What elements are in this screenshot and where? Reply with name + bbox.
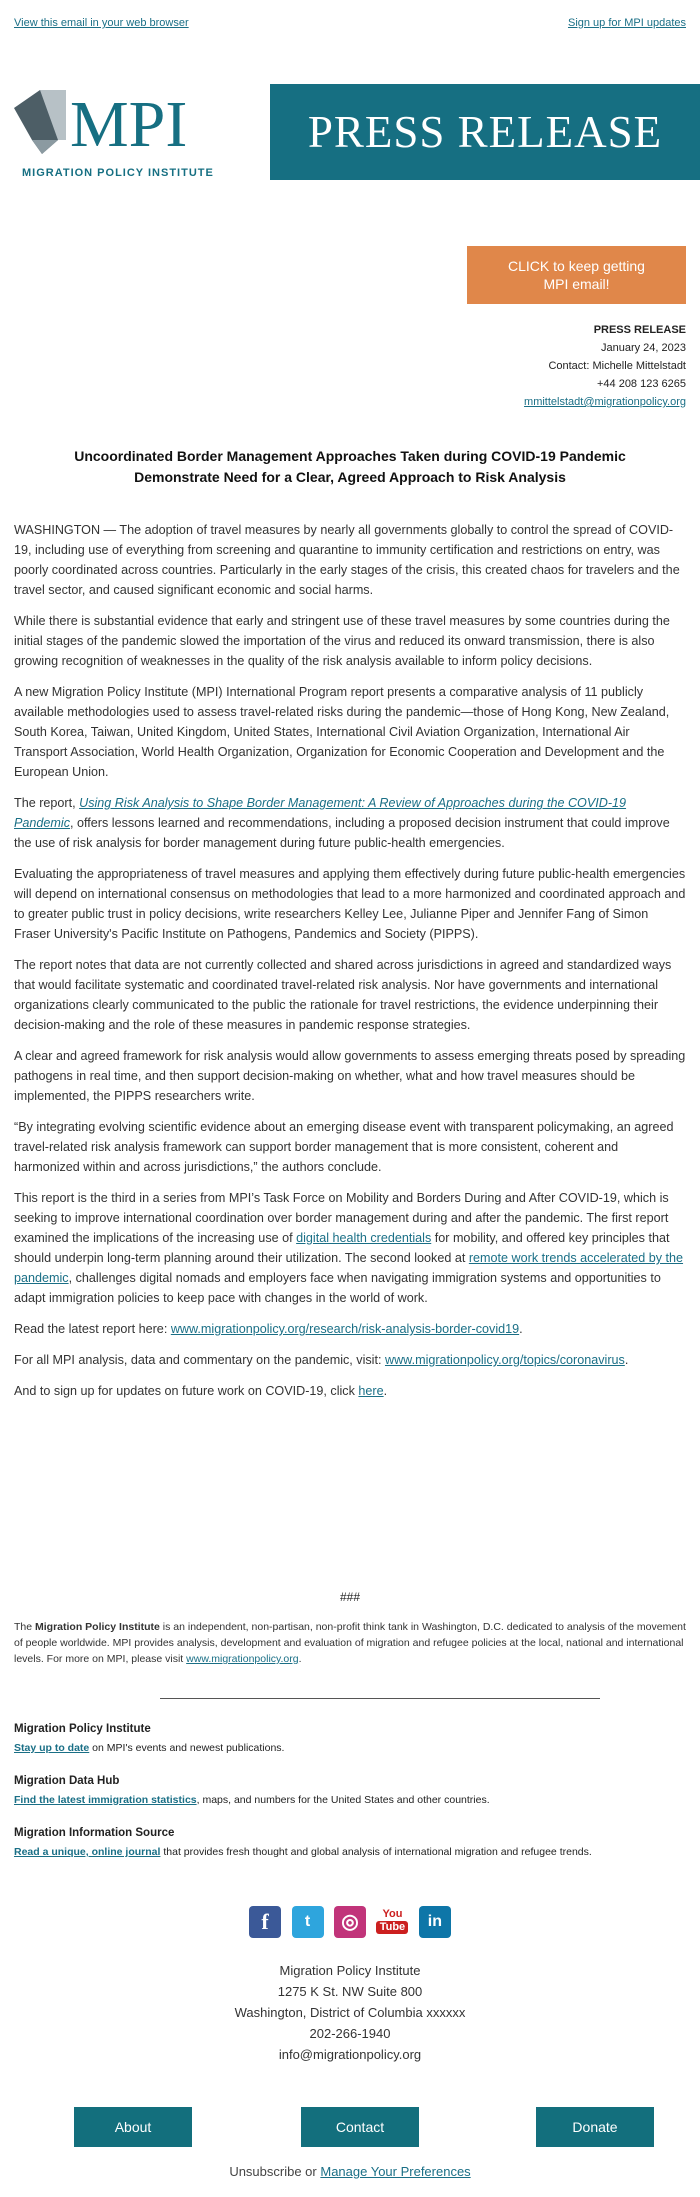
- release-date: January 24, 2023: [600, 342, 686, 354]
- footer-buttons: [0, 2107, 700, 2147]
- report-url-link[interactable]: www.migrationpolicy.org/research/risk-analysis-border-covid19: [170, 1322, 520, 1336]
- paragraph: [14, 1381, 686, 1401]
- linkedin-icon[interactable]: in: [419, 1906, 451, 1938]
- online-journal-link[interactable]: Read a unique, online journal: [14, 1846, 161, 1858]
- logo-text: MPI: [70, 88, 188, 161]
- paragraph: [14, 793, 686, 853]
- address-name: Migration Policy Institute: [279, 1963, 421, 1978]
- coronavirus-topic-link[interactable]: www.migrationpolicy.org/topics/coronavirus: [384, 1353, 625, 1367]
- paragraph: The report notes that data are not currently collected and shared across jurisdictions in agreed and standardized ways that would facilitate systematic and coordinated travel-related risk analysis. Nor have governments and international organizations clearly communicated to the public the rationale for travel restrictions, the evidence underpinning their decision-making and the role of these measures in pandemic response strategies.: [14, 958, 672, 1032]
- text: The report,: [14, 796, 80, 810]
- text: For all MPI analysis, data and commentary on the pandemic, visit:: [14, 1353, 385, 1367]
- report-title-link[interactable]: Using Risk Analysis to Shape Border Management: A Review of Approaches during the COVID-19 Pandemic: [14, 796, 627, 830]
- article-body: [14, 520, 686, 1412]
- signup-here-link[interactable]: here: [358, 1384, 384, 1398]
- facebook-icon[interactable]: f: [249, 1906, 281, 1938]
- paragraph: While there is substantial evidence that early and stringent use of these travel measures by some countries during the initial stages of the pandemic slowed the importation of the virus and reduced its onward transmission, there is also growing recognition of weaknesses in the quality of the risk analysis available to inform policy decisions.: [14, 614, 670, 668]
- about-mpi: [14, 1619, 686, 1667]
- text: , maps, and numbers for the United States and other countries.: [196, 1794, 490, 1806]
- org-name: Migration Policy Institute: [35, 1621, 160, 1633]
- address-city: Washington, District of Columbia xxxxxx: [234, 2005, 466, 2020]
- resource-block: [14, 1774, 686, 1808]
- paragraph: A new Migration Policy Institute (MPI) International Program report presents a comparative analysis of 11 publicly available methodologies used to assess travel-related risks during the pandemic—those of Hong Kong, New Zealand, South Korea, Taiwan, United Kingdom, United States, International Civil Aviation Organization, International Air Transport Association, World Health Organization, Organization for Economic Cooperation and Development and the European Union.: [14, 685, 670, 779]
- address-phone: 202-266-1940: [309, 2026, 391, 2041]
- resource-block: [14, 1722, 686, 1756]
- text: for mobility, and offered key principles that should underpin long-term planning around their utilization. The second looked at: [14, 1231, 670, 1265]
- resource-title: Migration Data Hub: [14, 1775, 120, 1787]
- text: on MPI's events and newest publications.: [89, 1742, 285, 1754]
- logo-subtitle: MIGRATION POLICY INSTITUTE: [22, 167, 214, 179]
- remote-work-link[interactable]: remote work trends accelerated by the pandemic: [14, 1251, 684, 1285]
- manage-preferences-link[interactable]: Manage Your Preferences: [320, 2164, 471, 2179]
- contact-phone: +44 208 123 6265: [596, 378, 686, 390]
- twitter-icon[interactable]: t: [292, 1906, 324, 1938]
- paragraph: “By integrating evolving scientific evidence about an emerging disease event with transparent policymaking, an agreed travel-related risk analysis framework can support border management that is more consistent, coherent and harmonized within and across jurisdictions,” the authors conclude.: [14, 1120, 674, 1174]
- digital-health-credentials-link[interactable]: digital health credentials: [296, 1231, 432, 1245]
- contact-email-link[interactable]: mmittelstadt@migrationpolicy.org: [524, 396, 686, 408]
- text: , offers lessons learned and recommendations, including a proposed decision instrument that could improve the use of risk analysis for border management during future public-health emergencies.: [14, 816, 670, 850]
- donate-button[interactable]: Donate: [536, 2107, 654, 2147]
- text: And to sign up for updates on future work on COVID-19, click: [14, 1384, 359, 1398]
- mpi-logo-mark-icon: [12, 84, 268, 182]
- resource-block: [14, 1826, 686, 1860]
- paragraph: [14, 1188, 686, 1308]
- text: .: [383, 1384, 388, 1398]
- text: , challenges digital nomads and employers face when navigating immigration systems and opportunities to adapt immigration policies to keep pace with changes in the world of work.: [14, 1271, 661, 1305]
- text: Read the latest report here:: [14, 1322, 171, 1336]
- text: .: [519, 1322, 523, 1336]
- text: This report is the third in a series from MPI’s Task Force on Mobility and Borders During and After COVID-19, which is seeking to improve international coordination over border management during and after the pandemic. The first report examined the implications of the increasing use of: [14, 1191, 669, 1245]
- text: Unsubscribe or: [229, 2164, 321, 2179]
- text: that provides fresh thought and global analysis of international migration and refugee trends.: [160, 1846, 592, 1858]
- unsubscribe: [0, 2164, 700, 2180]
- view-in-browser-link[interactable]: View this email in your web browser: [14, 17, 189, 29]
- resource-title: Migration Policy Institute: [14, 1723, 151, 1735]
- instagram-icon[interactable]: ◎: [334, 1906, 366, 1938]
- youtube-icon[interactable]: [376, 1906, 408, 1938]
- address-email: info@migrationpolicy.org: [278, 2047, 422, 2062]
- end-marker: ###: [339, 1590, 361, 1604]
- paragraph: [14, 1319, 686, 1339]
- divider: [160, 1698, 600, 1699]
- paragraph: Evaluating the appropriateness of travel measures and applying them effectively during future public-health emergencies will depend on international consensus on methodologies that lead to a more harmonized and coordinated approach and to greater public trust in policy decisions, write researchers Kelley Lee, Julianne Piper and Jennifer Fang of Simon Fraser University's Pacific Institute on Pathogens, Pandemics and Society (PIPPS).: [14, 867, 686, 941]
- mailing-address: [0, 1960, 700, 2065]
- header-banner: [12, 84, 700, 182]
- youtube-bottom: Tube: [376, 1921, 408, 1934]
- text: The: [14, 1621, 36, 1633]
- paragraph: [14, 1350, 686, 1370]
- resource-title: Migration Information Source: [14, 1827, 175, 1839]
- text: .: [298, 1653, 302, 1665]
- press-contact: [386, 321, 686, 411]
- address-street: 1275 K St. NW Suite 800: [277, 1984, 423, 1999]
- press-release-title: PRESS RELEASE: [270, 84, 700, 180]
- paragraph: A clear and agreed framework for risk analysis would allow governments to assess emerging threats posed by spreading pathogens in real time, and then support decision-making on whether, what and how travel measures should be implemented, the PIPPS researchers write.: [14, 1049, 686, 1103]
- about-button[interactable]: About: [74, 2107, 192, 2147]
- resource-links: [14, 1722, 686, 1878]
- contact-heading: PRESS RELEASE: [593, 324, 686, 336]
- stay-up-to-date-link[interactable]: Stay up to date: [14, 1742, 90, 1754]
- keep-email-label: CLICK to keep getting MPI email!: [508, 258, 645, 292]
- social-links: [0, 1906, 700, 1940]
- headline: Uncoordinated Border Management Approaches Taken during COVID-19 Pandemic Demonstrate Need for a Clear, Agreed Approach to Risk Analysis: [74, 448, 626, 485]
- contact-button[interactable]: Contact: [301, 2107, 419, 2147]
- text: is an independent, non-partisan, non-profit think tank in Washington, D.C. dedicated to analysis of the movement of people worldwide. MPI provides analysis, development and evaluation of migration and refugee policies at the local, national and international levels. For more on MPI, please visit: [14, 1621, 686, 1665]
- signup-updates-link[interactable]: Sign up for MPI updates: [567, 17, 686, 29]
- paragraph: WASHINGTON — The adoption of travel measures by nearly all governments globally to control the spread of COVID-19, including use of everything from screening and quarantine to immunity certification and restrictions on entry, was poorly coordinated across countries. Particularly in the early stages of the crisis, this created chaos for travelers and the travel sector, and caused significant economic and social harms.: [14, 523, 680, 597]
- mpi-logo[interactable]: [12, 84, 268, 182]
- contact-name: Contact: Michelle Mittelstadt: [548, 360, 686, 372]
- keep-email-button[interactable]: [467, 246, 686, 304]
- text: .: [624, 1353, 629, 1367]
- preheader: [14, 17, 686, 33]
- mpi-website-link[interactable]: www.migrationpolicy.org: [186, 1653, 299, 1665]
- youtube-top: You: [382, 1908, 403, 1920]
- immigration-statistics-link[interactable]: Find the latest immigration statistics: [14, 1794, 197, 1806]
